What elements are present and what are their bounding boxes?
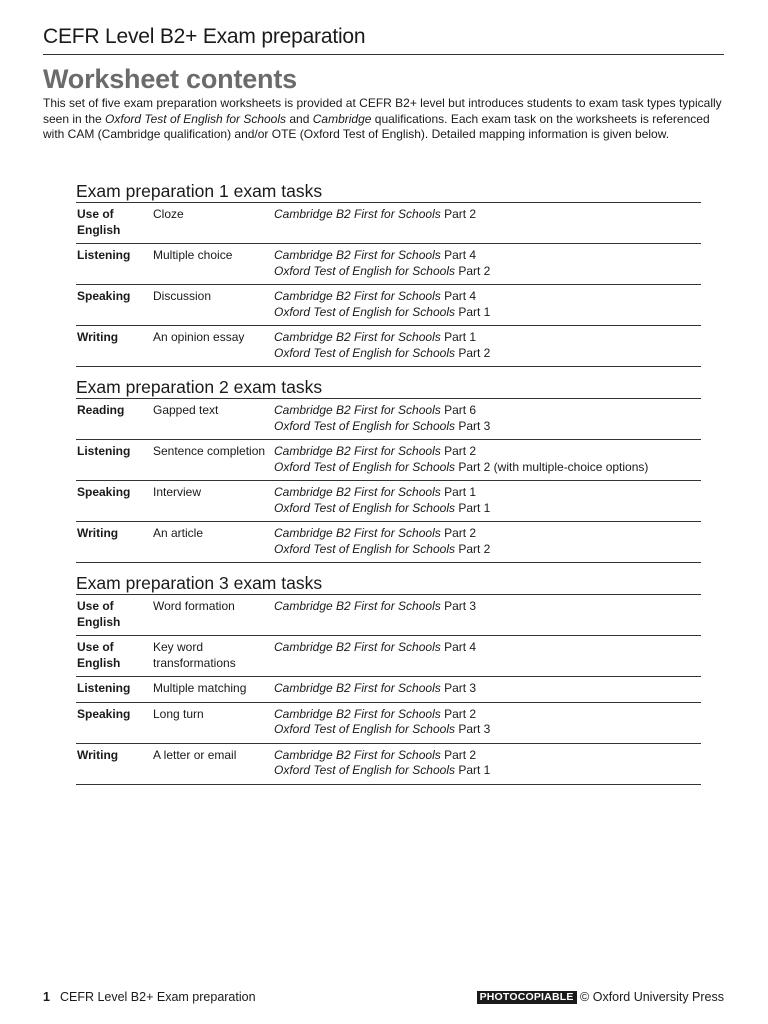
table-row: [76, 481, 701, 522]
table-row: [76, 677, 701, 703]
skill-cell: Speaking: [77, 706, 131, 721]
reference-cell: [274, 526, 701, 557]
task-cell: Long turn: [153, 706, 204, 721]
skill-cell: Use of English: [77, 599, 121, 629]
reference-line: Cambridge B2 First for Schools Part 1: [274, 485, 477, 499]
intro-italic-oxford: Oxford Test of English for Schools: [105, 111, 287, 126]
reference-line: Oxford Test of English for Schools Part 3: [274, 418, 491, 433]
reference-line: Cambridge B2 First for Schools Part 4: [274, 289, 477, 303]
skill-cell: Writing: [77, 747, 119, 762]
task-cell: Discussion: [153, 289, 212, 303]
reference-line: Cambridge B2 First for Schools Part 1: [274, 330, 477, 344]
reference-cell: [274, 640, 701, 671]
page-footer: [43, 989, 724, 1005]
page-header: [43, 24, 724, 55]
table-row: [76, 244, 701, 285]
reference-line: Cambridge B2 First for Schools Part 4: [274, 640, 477, 654]
reference-line: Cambridge B2 First for Schools Part 2: [274, 706, 477, 721]
skill-cell: Listening: [77, 248, 131, 262]
skill-cell: Reading: [77, 403, 125, 417]
reference-line: Cambridge B2 First for Schools Part 4: [274, 248, 477, 262]
table-row: [76, 522, 701, 563]
section-exam-prep-2: [76, 376, 701, 563]
document-title: CEFR Level B2+ Exam preparation: [43, 25, 366, 48]
skill-cell: Use of English: [77, 207, 121, 237]
skill-cell: Writing: [77, 526, 119, 540]
intro-text-2: and: [286, 111, 313, 126]
reference-line: Oxford Test of English for Schools Part 3: [274, 722, 491, 736]
table-row: [76, 440, 701, 481]
page-heading: Worksheet contents: [43, 64, 297, 94]
task-cell: Sentence completion: [153, 444, 266, 458]
reference-line: Cambridge B2 First for Schools Part 2: [274, 747, 477, 762]
skill-cell: Writing: [77, 330, 119, 344]
reference-cell: [274, 330, 701, 361]
reference-cell: [274, 248, 701, 279]
task-cell: Cloze: [153, 207, 184, 221]
reference-cell: [274, 681, 701, 697]
table-row: [76, 595, 701, 636]
task-cell: Key word transformations: [153, 640, 236, 670]
table-row: [76, 326, 701, 367]
reference-line: Cambridge B2 First for Schools Part 2: [274, 444, 477, 458]
skill-cell: Listening: [77, 681, 131, 695]
intro-italic-cambridge: Cambridge: [312, 111, 372, 126]
section-title: Exam preparation 2 exam tasks: [76, 376, 701, 399]
skill-cell: Listening: [77, 444, 131, 458]
reference-line: Oxford Test of English for Schools Part 1: [274, 304, 491, 319]
footer-right: [477, 989, 724, 1005]
task-cell: Interview: [153, 485, 202, 499]
reference-line: Oxford Test of English for Schools Part 1: [274, 500, 491, 515]
table-row: [76, 636, 701, 677]
photocopiable-badge: PHOTOCOPIABLE: [477, 991, 577, 1004]
reference-line: Cambridge B2 First for Schools Part 2: [274, 526, 477, 540]
table-row: [76, 203, 701, 244]
footer-left: [43, 989, 256, 1005]
reference-cell: [274, 485, 701, 516]
reference-line: Oxford Test of English for Schools Part 1: [274, 763, 491, 777]
section-exam-prep-3: [76, 572, 701, 785]
reference-line: Cambridge B2 First for Schools Part 3: [274, 599, 477, 613]
table-row: [76, 744, 701, 785]
footer-title: CEFR Level B2+ Exam preparation: [59, 990, 256, 1004]
copyright-text: © Oxford University Press: [576, 990, 724, 1004]
intro-text-3: qualifications. Each exam task on the worksheets is referenced with CAM (Cambridge qualification) and/or OTE (Oxford Test of English). Detailed mapping information is given below.: [43, 111, 710, 141]
reference-cell: [274, 748, 701, 779]
reference-cell: [274, 289, 701, 320]
skill-cell: Use of English: [77, 640, 121, 670]
section-exam-prep-1: [76, 180, 701, 367]
table-row: [76, 285, 701, 326]
reference-cell: [274, 444, 701, 475]
task-cell: An article: [153, 526, 204, 540]
skill-cell: Speaking: [77, 485, 131, 499]
reference-line: Cambridge B2 First for Schools Part 2: [274, 207, 477, 221]
skill-cell: Speaking: [77, 289, 131, 303]
section-title: Exam preparation 3 exam tasks: [76, 572, 701, 595]
intro-text-1: This set of five exam preparation worksheets is provided at CEFR B2+ level but introduces students to exam task types typically seen in the: [43, 96, 722, 126]
task-cell: Multiple matching: [153, 681, 247, 695]
reference-line: Cambridge B2 First for Schools Part 6: [274, 403, 477, 417]
task-cell: Word formation: [153, 599, 235, 613]
page-number: 1: [43, 990, 50, 1004]
table-row: [76, 703, 701, 744]
task-cell: Gapped text: [153, 403, 219, 417]
task-cell: A letter or email: [153, 747, 237, 762]
reference-cell: [274, 707, 701, 738]
intro-paragraph: [43, 96, 733, 143]
reference-line: Oxford Test of English for Schools Part 2: [274, 345, 491, 360]
table-row: [76, 399, 701, 440]
reference-cell: [274, 403, 701, 434]
task-cell: An opinion essay: [153, 330, 245, 344]
task-cell: Multiple choice: [153, 248, 233, 262]
reference-line: Cambridge B2 First for Schools Part 3: [274, 681, 477, 695]
reference-cell: [274, 207, 701, 238]
section-title: Exam preparation 1 exam tasks: [76, 180, 701, 203]
reference-line: Oxford Test of English for Schools Part 2: [274, 541, 491, 556]
reference-line: Oxford Test of English for Schools Part 2 (with multiple-choice options): [274, 459, 649, 474]
reference-line: Oxford Test of English for Schools Part 2: [274, 263, 491, 278]
reference-cell: [274, 599, 701, 630]
